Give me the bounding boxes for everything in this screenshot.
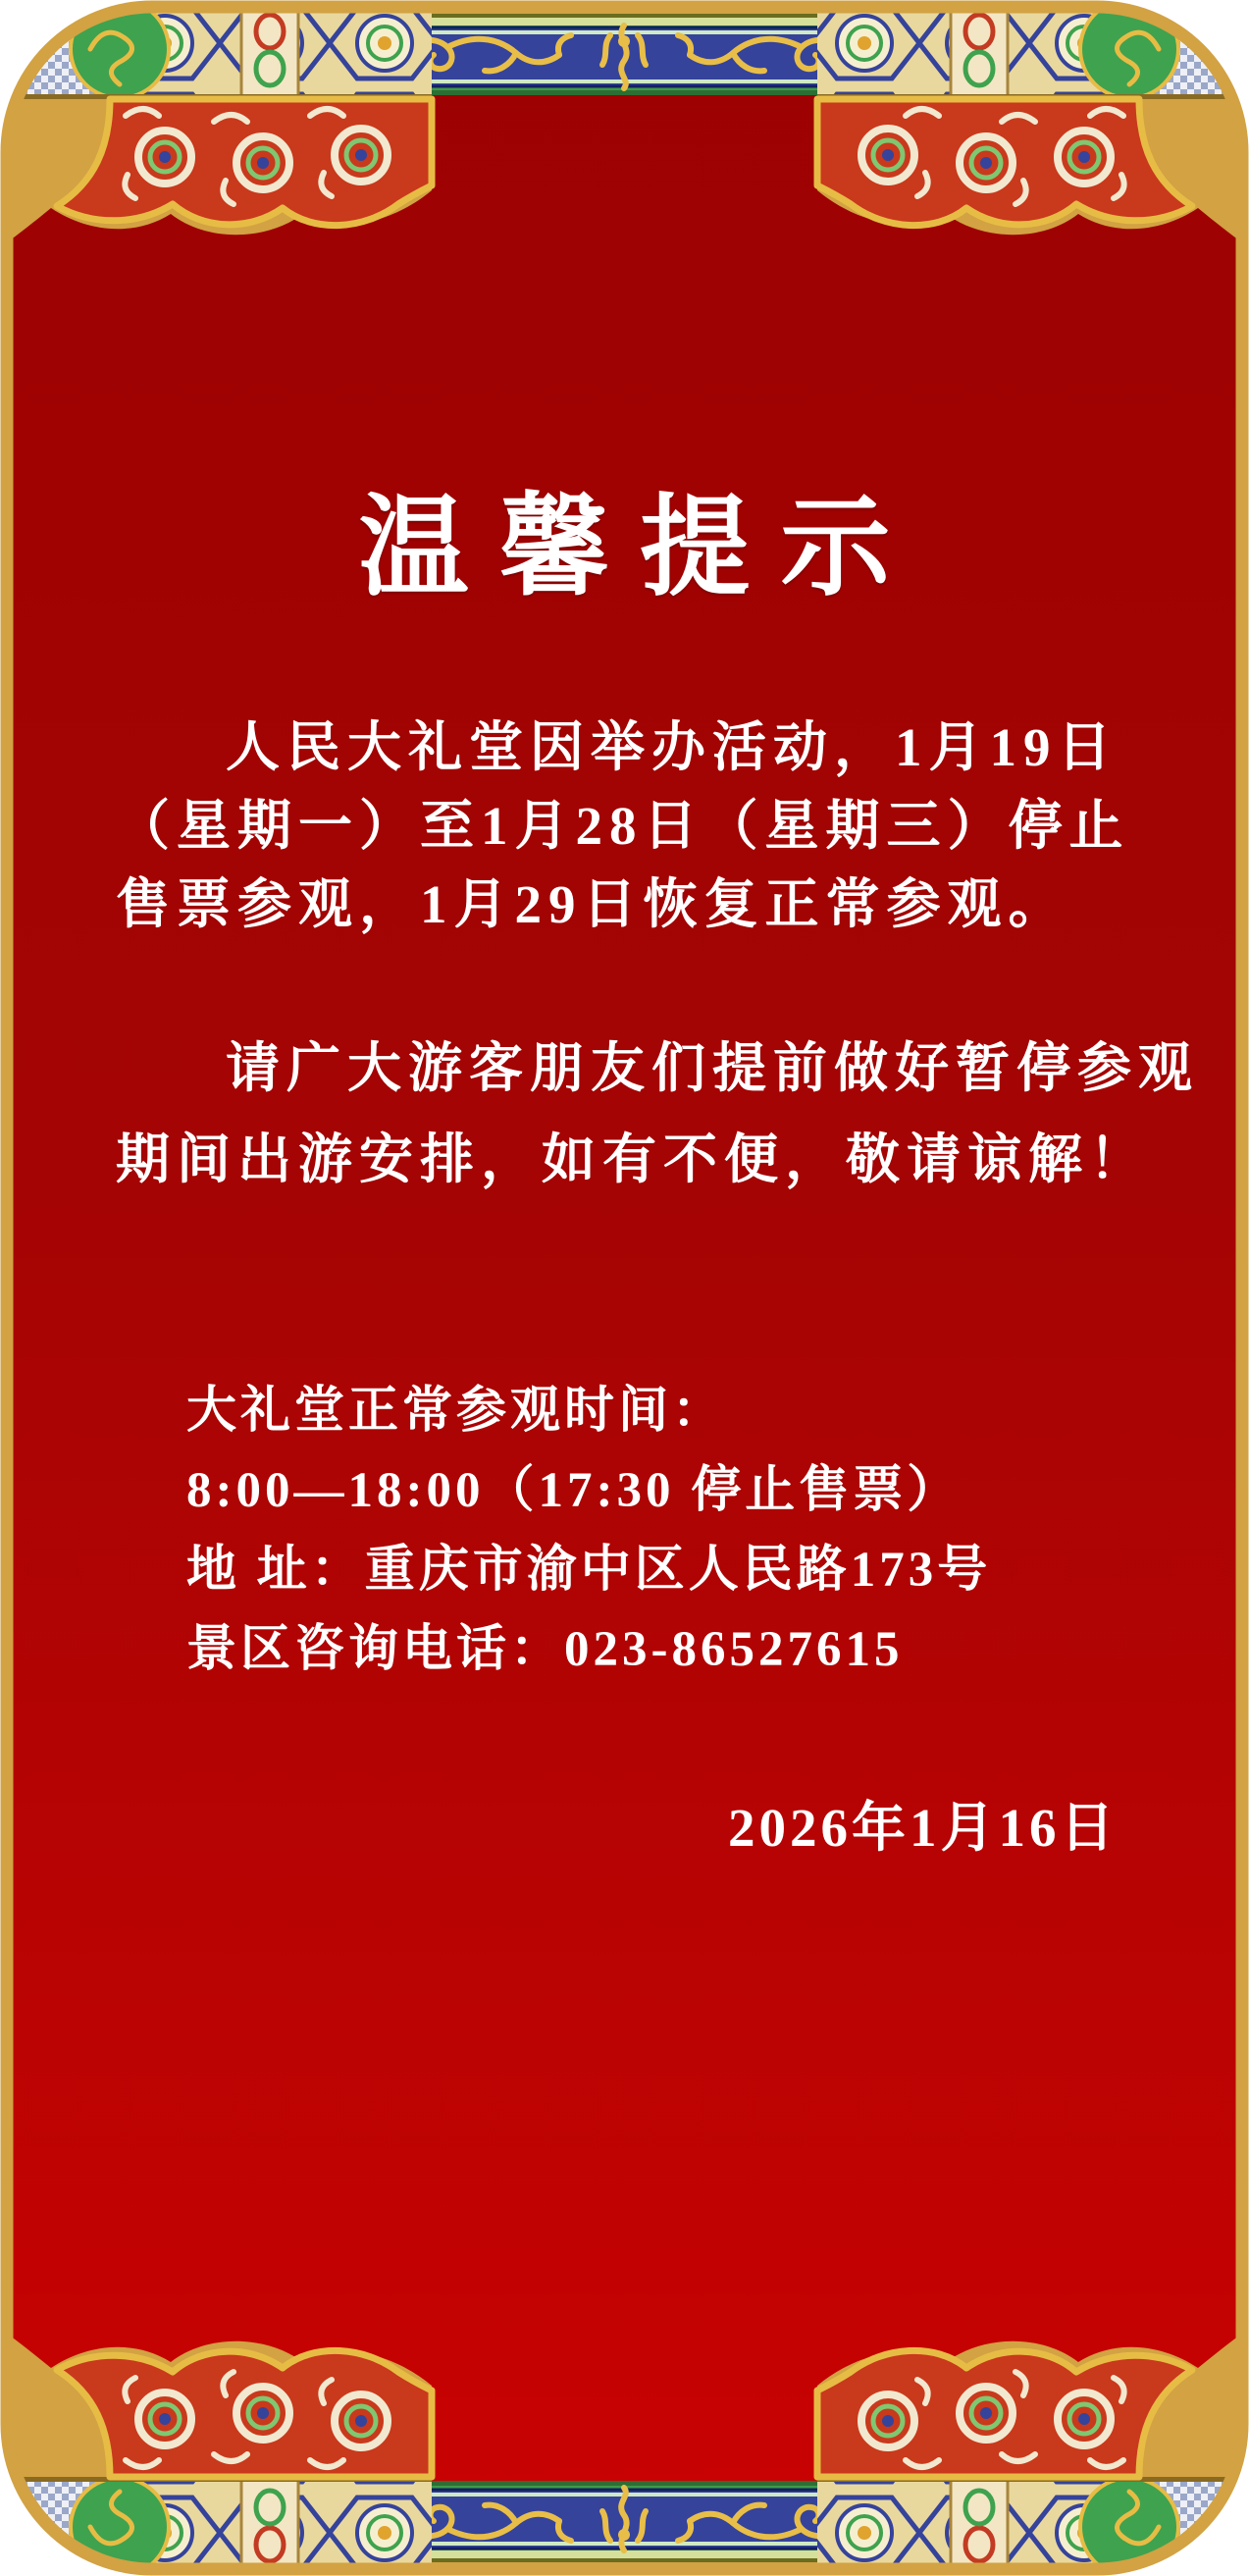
info-address: 地 址：重庆市渝中区人民路173号 — [186, 1543, 992, 1598]
paragraph-line: 期间出游安排，如有不便，敬请谅解！ — [116, 1130, 1151, 1189]
info-hours-label: 大礼堂正常参观时间： — [186, 1384, 727, 1439]
paragraph-line: 售票参观，1月29日恢复正常参观。 — [116, 874, 1069, 934]
visiting-info — [186, 1372, 1158, 1690]
info-phone: 景区咨询电话：023-86527615 — [186, 1622, 904, 1677]
info-hours-value: 8:00—18:00（17:30 停止售票） — [186, 1463, 962, 1518]
issue-date: 2026年1月16日 — [728, 1798, 1119, 1858]
notice-paragraph-2 — [116, 1023, 1200, 1205]
paragraph-line: （星期一）至1月28日（星期三）停止 — [116, 796, 1130, 856]
paragraph-line: 请广大游客朋友们提前做好暂停参观 — [226, 1038, 1200, 1098]
notice-paragraph-1 — [116, 709, 1166, 944]
poster-title: 温馨提示 — [358, 488, 921, 609]
paragraph-line: 人民大礼堂因举办活动，1月19日 — [226, 717, 1119, 777]
